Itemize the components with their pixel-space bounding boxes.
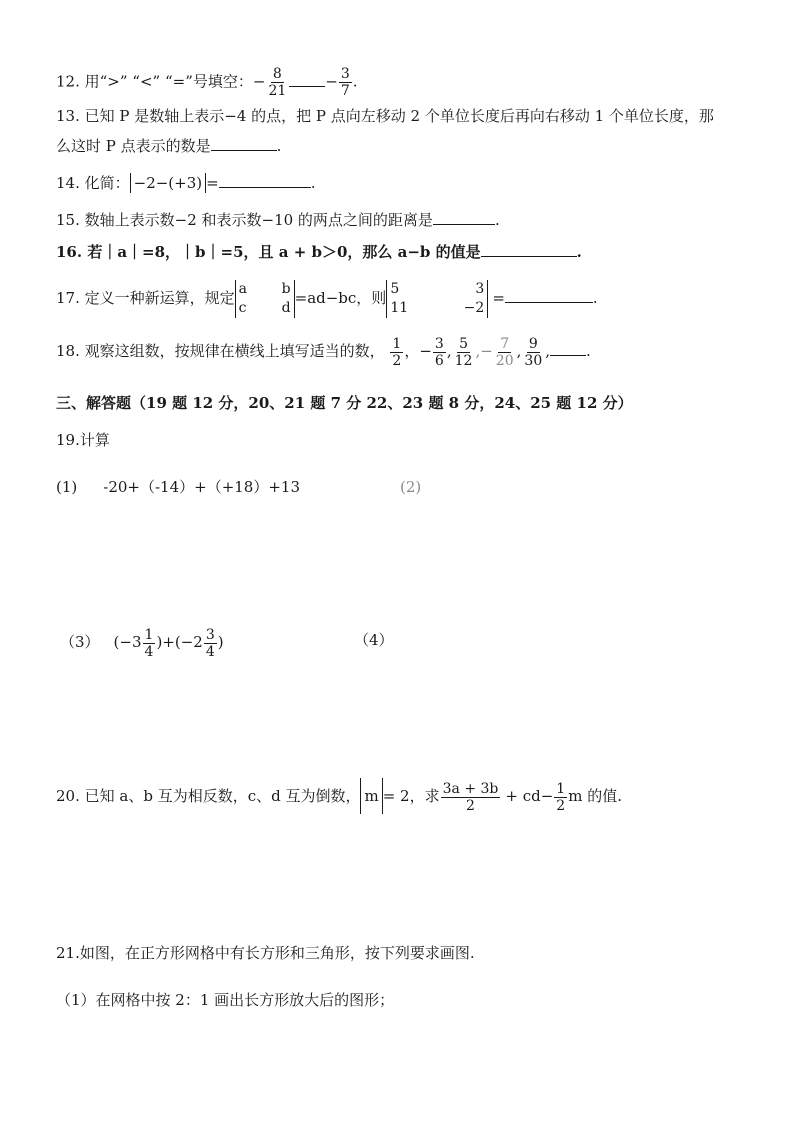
num: 7 [500, 335, 510, 352]
q12-f1-den: 21 [268, 83, 287, 99]
det-5: 5 [390, 281, 400, 297]
den: 30 [524, 352, 543, 369]
den: 4 [205, 643, 215, 660]
answer-blank[interactable] [550, 341, 586, 356]
q12-prefix: 12. 用“>” “<” “=”号填空： [56, 72, 253, 91]
q19-part-4-label: （4） [354, 631, 394, 649]
q19-p3-b: )+(−2 [156, 633, 203, 651]
det-d: d [281, 300, 291, 316]
sep: , [446, 342, 452, 360]
det-a: a [238, 281, 247, 297]
q12-f1-num: 8 [272, 66, 282, 82]
q14-abs-expression: −2−(+3) [130, 173, 207, 193]
q19-p3-fraction-1 [143, 627, 156, 660]
q12-neg1: − [252, 72, 266, 91]
q17-mid: =ad−bc，则 [294, 289, 387, 307]
q19-part-1 [56, 477, 300, 497]
q19-p3-fraction-2 [204, 627, 217, 660]
question-16 [56, 242, 582, 262]
q18-fraction-2 [433, 336, 446, 369]
q16-text: 16. 若｜a｜=8，｜b｜=5，且 a + b＞0，那么 a−b 的值是 [56, 243, 481, 261]
q19-p3-c: ) [217, 633, 224, 651]
question-18 [56, 334, 591, 369]
det-11: 11 [390, 300, 409, 316]
q18-fraction-3 [453, 336, 475, 369]
q20-abs-m: m [360, 778, 382, 814]
q18-prefix: 18. 观察这组数，按规律在横线上填写适当的数， [56, 342, 385, 360]
q12-f2-num: 3 [340, 66, 350, 82]
q18-fraction-5 [522, 336, 544, 369]
question-12 [56, 66, 358, 99]
num: 3 [205, 626, 215, 643]
q20-fraction-main [441, 781, 501, 814]
q12-neg2: − [325, 72, 338, 91]
num: 1 [556, 780, 566, 797]
q13-end: . [276, 137, 282, 155]
q19-p3-label: （3） [60, 633, 100, 651]
answer-blank[interactable] [289, 72, 325, 87]
question-13-line2 [56, 136, 281, 156]
den: 6 [434, 352, 444, 369]
q18-fraction-4 [494, 336, 516, 369]
q12-end: . [352, 72, 358, 91]
q14-end: . [310, 174, 316, 192]
q18-end: . [586, 342, 591, 360]
num: 5 [459, 335, 468, 352]
q17-determinant-values [386, 280, 488, 318]
num: 1 [392, 335, 402, 352]
den: 12 [454, 352, 473, 369]
q19-part-3 [60, 624, 224, 660]
det-c: c [238, 300, 247, 316]
question-21-title: 21.如图，在正方形网格中有长方形和三角形，按下列要求画图. [56, 944, 475, 962]
num: 1 [144, 626, 154, 643]
q20-eq2: = 2，求 [382, 787, 440, 805]
answer-blank[interactable] [481, 242, 577, 257]
den: 4 [144, 643, 154, 660]
num: 3 [434, 335, 444, 352]
sep: , [545, 342, 551, 360]
q17-prefix: 17. 定义一种新运算，规定 [56, 289, 235, 307]
det-3: 3 [475, 281, 485, 297]
answer-blank[interactable] [211, 136, 277, 151]
q16-end: . [576, 243, 582, 261]
question-20 [56, 778, 622, 814]
q13-text: 么这时 P 点表示的数是 [56, 137, 211, 155]
q19-p1-expression: -20+（-14）+（+18）+13 [103, 478, 301, 496]
q17-end: . [592, 289, 598, 307]
den: 20 [495, 352, 514, 369]
answer-blank[interactable] [219, 173, 311, 188]
answer-blank[interactable] [505, 288, 593, 303]
num: 3a + 3b [442, 780, 499, 797]
question-17 [56, 278, 598, 318]
question-14 [56, 173, 315, 193]
q17-determinant-definition [235, 280, 295, 318]
q14-eq: = [206, 174, 219, 192]
question-19-title: 19.计算 [56, 431, 110, 449]
sep: , [516, 342, 522, 360]
answer-blank[interactable] [433, 210, 495, 225]
q15-end: . [494, 211, 500, 229]
q20-fraction-half [554, 781, 567, 814]
q18-fraction-1 [390, 336, 403, 369]
section-3-heading: 三、解答题（19 题 12 分，20、21 题 7 分 22、23 题 8 分，24、25 题 12 分） [56, 394, 633, 412]
den: 2 [392, 352, 402, 369]
q17-eq: = [492, 289, 505, 307]
question-21-part-1: （1）在网格中按 2：1 画出长方形放大后的图形； [56, 991, 395, 1009]
q19-p3-a: (−3 [113, 633, 142, 651]
den: 2 [466, 797, 475, 814]
question-13-line1: 13. 已知 P 是数轴上表示−4 的点，把 P 点向左移动 2 个单位长度后再向右移动 1 个单位长度，那 [56, 107, 714, 125]
det-neg2: −2 [463, 300, 485, 316]
den: 2 [556, 797, 566, 814]
q12-fraction-2 [339, 66, 352, 99]
q20-prefix: 20. 已知 a、b 互为相反数，c、d 互为倒数， [56, 787, 361, 805]
q19-part-2-label: (2) [400, 478, 422, 496]
q20-suffix: m 的值. [568, 787, 622, 805]
q20-mid: + cd− [505, 787, 554, 805]
q15-text: 15. 数轴上表示数−2 和表示数−10 的两点之间的距离是 [56, 211, 433, 229]
question-15 [56, 210, 500, 230]
q12-f2-den: 7 [340, 83, 350, 99]
num: 9 [528, 335, 538, 352]
q14-prefix: 14. 化简： [56, 174, 130, 192]
sep: ，− [404, 342, 432, 360]
det-b: b [281, 281, 291, 297]
q19-p1-label: (1) [56, 478, 78, 496]
sep: ,− [475, 342, 493, 360]
q12-fraction-1 [266, 66, 288, 99]
